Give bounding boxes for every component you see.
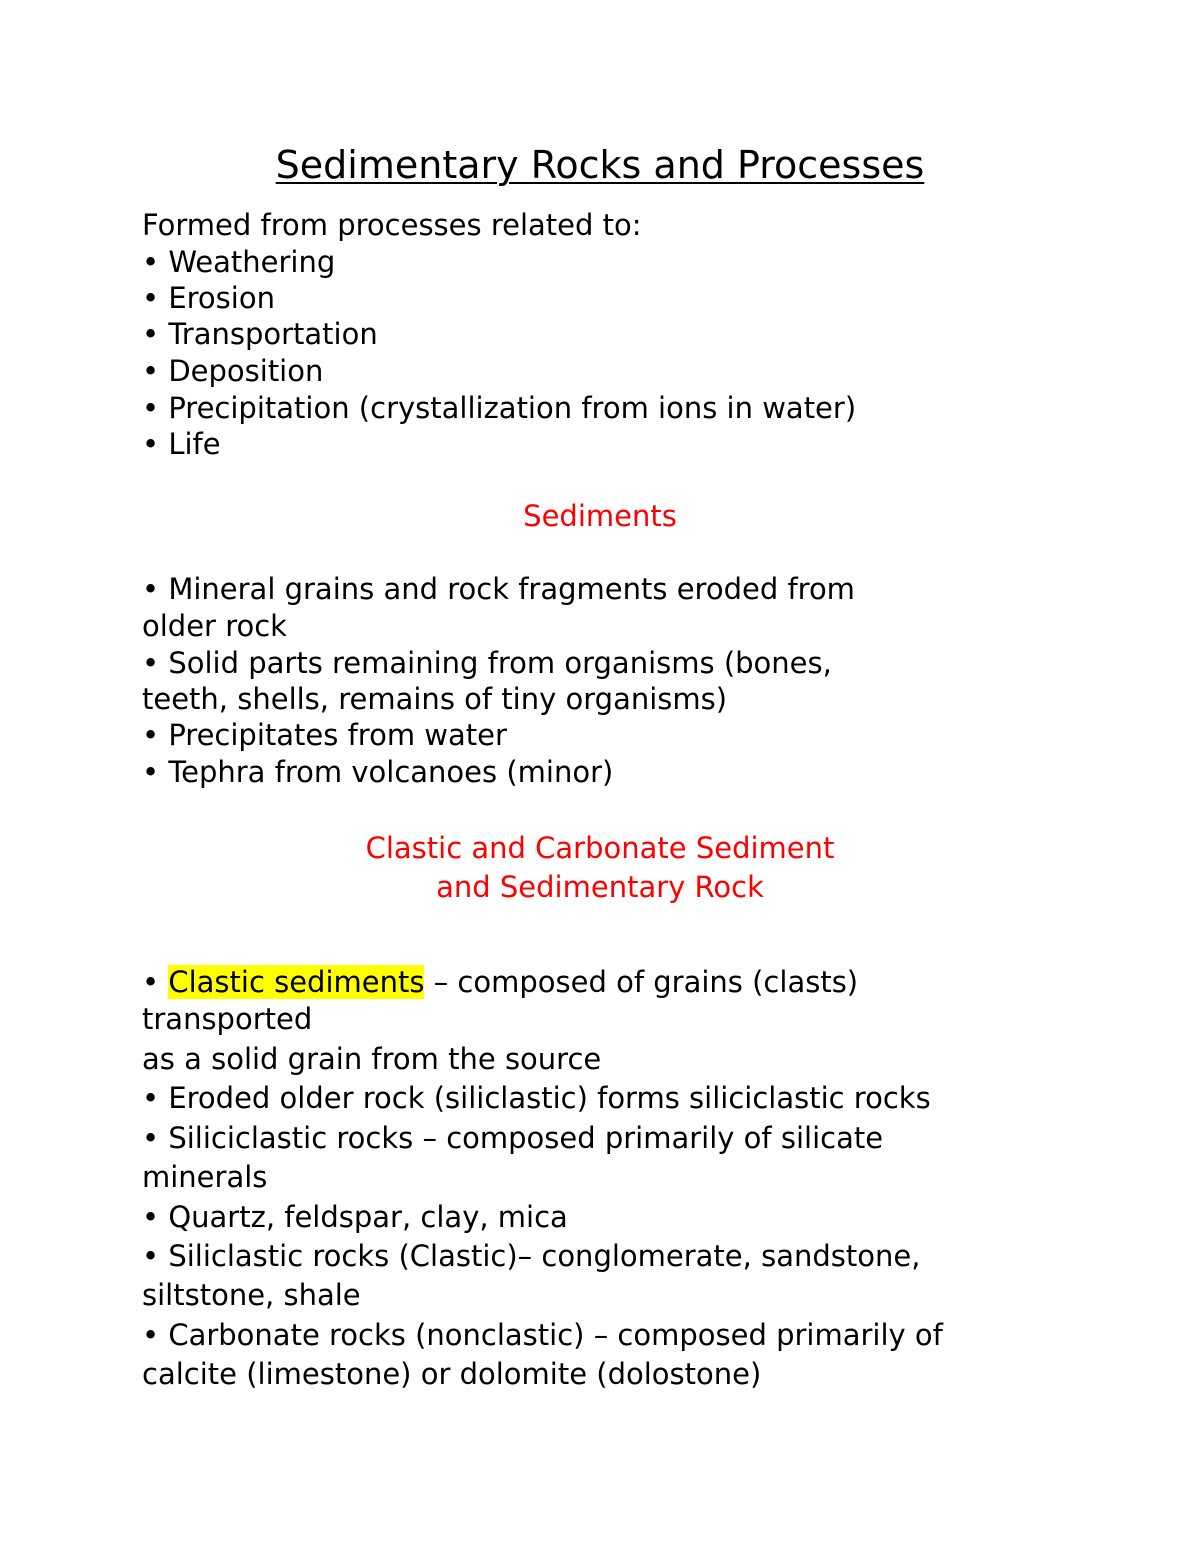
bullet: • [142, 965, 169, 999]
list-item: • Siliclastic rocks (Clastic)– conglomerate, sandstone, [142, 1239, 921, 1273]
list-item: teeth, shells, remains of tiny organisms) [142, 682, 728, 716]
list-item: • Life [142, 427, 221, 461]
list-item: • Carbonate rocks (nonclastic) – composed primarily of [142, 1318, 943, 1352]
clastic-heading-line-1: Clastic and Carbonate Sediment [365, 831, 835, 865]
list-item [142, 964, 858, 1000]
list-item: • Mineral grains and rock fragments eroded from [142, 572, 855, 606]
intro-text: Formed from processes related to: [142, 208, 642, 242]
page-title: Sedimentary Rocks and Processes [275, 143, 925, 187]
list-item: calcite (limestone) or dolomite (dolostone) [142, 1357, 762, 1391]
list-item: transported [142, 1002, 313, 1036]
list-item: • Deposition [142, 354, 324, 388]
list-item: as a solid grain from the source [142, 1042, 602, 1076]
list-item: • Precipitates from water [142, 718, 507, 752]
clastic-heading-line-2: and Sedimentary Rock [436, 870, 764, 904]
highlighted-term: Clastic sediments [168, 965, 425, 999]
list-item: • Solid parts remaining from organisms (bones, [142, 646, 832, 680]
list-item: • Quartz, feldspar, clay, mica [142, 1200, 568, 1234]
list-item: • Weathering [142, 245, 336, 279]
list-item: siltstone, shale [142, 1278, 361, 1312]
list-item: • Precipitation (crystallization from ions in water) [142, 391, 857, 425]
list-item: • Siliciclastic rocks – composed primarily of silicate [142, 1121, 884, 1155]
list-item: minerals [142, 1160, 268, 1194]
list-item: • Eroded older rock (siliclastic) forms siliciclastic rocks [142, 1081, 931, 1115]
sediments-heading: Sediments [523, 499, 677, 533]
list-item: • Transportation [142, 317, 378, 351]
term-definition: – composed of grains (clasts) [424, 965, 859, 999]
list-item: • Erosion [142, 281, 275, 315]
list-item: older rock [142, 609, 287, 643]
list-item: • Tephra from volcanoes (minor) [142, 755, 614, 789]
